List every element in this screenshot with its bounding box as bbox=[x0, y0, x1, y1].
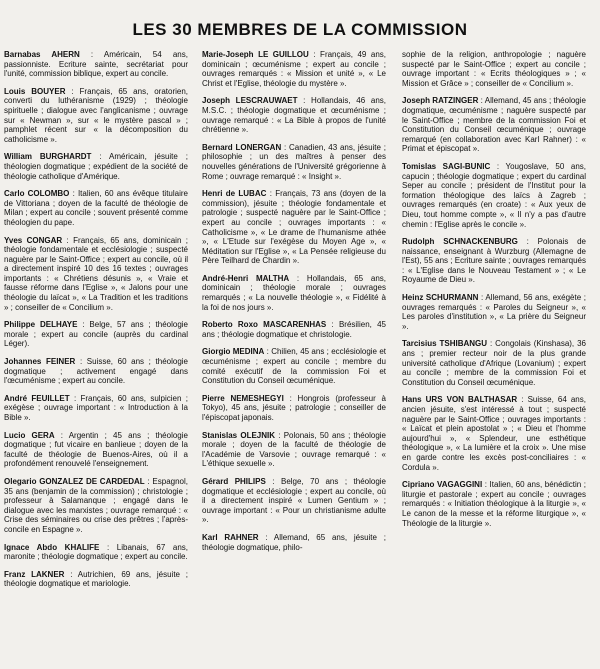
member-description: : Polonais, 50 ans ; théologie morale ; doyen de la faculté de théologie de l'Académie de Varsovie ; ouvrage remarqué : « L'éthique sexuelle ». bbox=[202, 430, 386, 469]
member-name: André FEUILLET bbox=[4, 393, 70, 403]
member-description: : Canadien, 43 ans, jésuite ; philosophie ; un des maîtres à penser des nouvelles générations de l'Université grégorienne à Rome ; ouvrage remarqué : « Insight ». bbox=[202, 142, 386, 181]
member-name: Louis BOUYER bbox=[4, 86, 66, 96]
member-description: : Argentin ; 45 ans ; théologie dogmatique ; fut vicaire en banlieue ; doyen de la faculté de théologie de Buenos-Aires, où il a profondément renouvelé l'enseignement. bbox=[4, 430, 188, 469]
member-description: : Espagnol, 35 ans (benjamin de la commission) ; christologie ; professeur à Salamanque ; engagé dans le dialogue avec les marxistes ; ouvrage remarqué : « Crise des séminaires ou crise des prêtres ; l'après-concile en Espagne ». bbox=[4, 476, 188, 534]
member-entry bbox=[402, 96, 586, 154]
member-description: : Allemand, 65 ans, jésuite ; théologie dogmatique, philo- bbox=[202, 532, 386, 552]
member-entry bbox=[4, 431, 188, 469]
member-description: : Autrichien, 69 ans, jésuite ; théologie dogmatique et mariologie. bbox=[4, 569, 189, 589]
member-name: Pierre NEMESHEGYI bbox=[202, 393, 284, 403]
member-entry bbox=[202, 394, 386, 423]
member-entry bbox=[402, 162, 586, 229]
member-description: : Français, 65 ans, dominicain ; théologie fondamentale et ecclésiologie ; suspecté naguère par le Saint-Office ; expert au concile, où il a directement inspiré 10 des 16 textes ; ouvrages importants : « Chrétiens désunis », « Vraie et fausse réforme dans l'Eglise », « Jalons pour une théologie du laïcat », « La Tradition et les traditions » ; conseiller de « Concilium ». bbox=[4, 235, 188, 312]
member-description: : Yougoslave, 50 ans, capucin ; théologie dogmatique ; expert du cardinal Seper au concile ; président de l'Institut pour la formation théologique des laïcs à Zagreb ; ouvrages remarqués (en croate) : « Aux yeux de Dieu, tout homme compte », « Il n'y a pas d'autre chemin : l'Eglise après le concile ». bbox=[402, 161, 586, 229]
member-name: Tomislas SAGI-BUNIC bbox=[402, 161, 491, 171]
member-entry bbox=[402, 237, 586, 285]
member-name: Philippe DELHAYE bbox=[4, 320, 78, 330]
member-entry bbox=[4, 87, 188, 145]
member-name: Henri de LUBAC bbox=[202, 189, 267, 199]
column-2 bbox=[202, 50, 386, 560]
continued-text: sophie de la religion, anthropologie ; naguère suspecté par le Saint-Office ; expert au concile ; ouvrage important : « Ecrits théologiques » ; « Mission et Grâce » ; conseiller de « Concilium ». bbox=[402, 50, 586, 88]
member-name: Joseph RATZINGER bbox=[402, 96, 479, 106]
member-name: Franz LAKNER bbox=[4, 569, 65, 579]
member-entry bbox=[4, 394, 188, 423]
member-description: : Italien, 60 ans, bénédictin ; liturgie et pastorale ; expert au concile ; ouvrages remarqués : « Initiation théologique à la liturgie », « Le canon de la messe et la réforme liturgique », « Théologie de la liturgie ». bbox=[402, 480, 587, 528]
member-name: Cipriano VAGAGGINI bbox=[402, 480, 483, 490]
member-description: : Allemand, 45 ans ; théologie dogmatique, œcuménisme ; naguère suspecté par le Saint-Office ; membre de la commission Foi et Constitution du Conseil œcuménique ; ouvrage remarqué (en collaboration avec Karl Rahner) : « Primat et épiscopat ». bbox=[402, 96, 586, 154]
member-entry bbox=[4, 357, 188, 386]
column-3 bbox=[402, 50, 586, 536]
member-entry bbox=[202, 50, 386, 88]
member-description: : Français, 73 ans (doyen de la commission), jésuite ; théologie fondamentale et patrologie ; suspecté naguère par le Saint-Office ; expert au concile ; ouvrages importants : « Catholicisme », « Le drame de l'humanisme athée », « L'Etude sur l'exégèse du Moyen Age », « Méditation sur l'Eglise », « La Pensée religieuse du Père Teilhard de Chardin ». bbox=[202, 189, 387, 266]
member-entry bbox=[202, 143, 386, 181]
member-description: : Suisse, 64 ans, ancien jésuite, s'est intéressé à tout ; suspecté naguère par le Saint-Office ; ouvrages importants : « Laïcat et plein apostolat » ; « Dieu et l'homme aujourd'hui », « Splendeur, une esthétique théologique », « La lumière et la croix ». Une mise en garde contre les excès post-conciliaires : « Cordula ». bbox=[402, 395, 586, 472]
member-description: : Français, 60 ans, sulpicien ; exégèse ; ouvrage important : « Introduction à la Bible ». bbox=[4, 393, 188, 422]
member-name: Karl RAHNER bbox=[202, 532, 259, 542]
member-name: Yves CONGAR bbox=[4, 235, 63, 245]
member-entry bbox=[402, 395, 586, 472]
member-entry bbox=[402, 339, 586, 387]
member-name: Carlo COLOMBO bbox=[4, 189, 70, 199]
member-entry bbox=[202, 477, 386, 525]
member-name: Giorgio MEDINA bbox=[202, 347, 265, 357]
member-name: Tarcisius TSHIBANGU bbox=[402, 339, 488, 349]
member-entry bbox=[202, 347, 386, 385]
member-entry bbox=[202, 320, 386, 339]
member-description: : Suisse, 60 ans ; théologie dogmatique ; activement engagé dans l'œcuménisme ; expert au concile. bbox=[4, 357, 188, 386]
member-description: : Français, 65 ans, oratorien, converti du luthéranisme (1929) ; théologie spirituelle ; dialogue avec l'anglicanisme ; ouvrage sur « Newman », sur « le mystère pascal » ; pamphlet récent sur « la décomposition du catholicisme ». bbox=[4, 86, 189, 144]
member-name: Ignace Abdo KHALIFE bbox=[4, 542, 100, 552]
member-name: Hans URS VON BALTHASAR bbox=[402, 395, 518, 405]
member-description: : Américain, 54 ans, passionniste. Ecriture sainte, secrétariat pour l'unité, commission biblique, expert au concile. bbox=[4, 50, 188, 79]
member-name: André-Henri MALTHA bbox=[202, 273, 290, 283]
member-entry bbox=[4, 152, 188, 181]
member-entry bbox=[202, 274, 386, 312]
member-name: Marie-Joseph LE GUILLOU bbox=[202, 50, 309, 59]
article-title: LES 30 MEMBRES DE LA COMMISSION bbox=[132, 20, 468, 39]
member-description: : Brésilien, 45 ans ; théologie dogmatique et christologie. bbox=[202, 320, 386, 339]
member-description: : Français, 49 ans, dominicain ; œcuménisme ; expert au concile ; ouvrages remarqués : « Mission et unité », « Le Christ et l'Eglise, théologie du mystère ». bbox=[202, 50, 386, 88]
member-name: Roberto Roxo MASCARENHAS bbox=[202, 320, 327, 330]
member-name: Joseph LESCRAUWAET bbox=[202, 96, 298, 106]
member-entry bbox=[4, 189, 188, 227]
member-entry bbox=[402, 293, 586, 331]
member-description: : Allemand, 56 ans, exégète ; ouvrages remarqués : « Paroles du Seigneur », « Les paroles d'institution », « La prière du Seigneur ». bbox=[402, 293, 586, 331]
member-description: : Belge, 70 ans ; théologie dogmatique et ecclésiologie ; expert au concile, où il a directement inspiré « Lumen Gentium » ; ouvrage important : « Pour un christianisme adulte ». bbox=[202, 476, 387, 525]
member-name: Bernard LONERGAN bbox=[202, 142, 282, 152]
member-name: Stanislas OLEJNIK bbox=[202, 430, 276, 440]
member-entry bbox=[4, 236, 188, 313]
member-name: Johannes FEINER bbox=[4, 357, 76, 367]
member-entry bbox=[202, 189, 386, 266]
member-name: Rudolph SCHNACKENBURG bbox=[402, 237, 518, 247]
member-name: William BURGHARDT bbox=[4, 152, 92, 162]
member-name: Barnabas AHERN bbox=[4, 50, 80, 59]
member-name: Gérard PHILIPS bbox=[202, 476, 266, 486]
member-description: : Libanais, 67 ans, maronite ; théologie dogmatique ; expert au concile. bbox=[4, 542, 189, 562]
member-description: : Hongrois (professeur à Tokyo), 45 ans, jésuite ; patrologie ; conseiller de l'épiscopat japonais. bbox=[202, 393, 386, 422]
member-entry bbox=[202, 96, 386, 134]
member-description: : Chilien, 45 ans ; ecclésiologie et œcuménisme ; expert au concile ; membre du comité exécutif de la commission Foi et Constitution du Conseil œcuménique. bbox=[202, 347, 386, 386]
member-entry bbox=[202, 431, 386, 469]
member-description: : Belge, 57 ans ; théologie morale ; expert au concile (auprès du cardinal Léger). bbox=[4, 320, 188, 349]
member-description: : Congolais (Kinshasa), 36 ans ; premier recteur noir de la plus grande université catholique d'Afrique (Lovanium) ; expert au concile ; membre de la commission Foi et Constitution du Conseil œcuménique. bbox=[402, 339, 587, 387]
member-name: Olegario GONZALEZ DE CARDEDAL bbox=[4, 476, 145, 486]
member-description: : Américain, jésuite ; théologien dogmatique ; expédient de la société de théologie catholique d'Amérique. bbox=[4, 152, 188, 181]
member-entry bbox=[202, 533, 386, 552]
member-entry bbox=[402, 480, 586, 528]
member-description: : Italien, 60 ans évêque titulaire de Vittoriana ; doyen de la faculté de théologie de Milan ; expert au concile ; souvent présenté comme théologien du pape. bbox=[4, 189, 188, 227]
member-entry bbox=[4, 50, 188, 79]
member-entry bbox=[4, 570, 188, 589]
column-1 bbox=[4, 50, 188, 597]
member-name: Heinz SCHURMANN bbox=[402, 293, 479, 303]
member-entry bbox=[4, 477, 188, 535]
member-description: : Hollandais, 46 ans, M.S.C. ; théologie dogmatique et œcuménisme ; ouvrage remarqué : « La Bible à propos de l'unité chrétienne ». bbox=[202, 96, 386, 135]
member-entry bbox=[4, 320, 188, 349]
member-description: : Hollandais, 65 ans, dominicain ; théologie morale ; ouvrages remarqués ; « La nouvelle théologie », « Fidélité à la foi de nos jours ». bbox=[202, 273, 386, 312]
member-name: Lucio GERA bbox=[4, 430, 55, 440]
member-entry bbox=[4, 543, 188, 562]
member-description: : Polonais de naissance, enseignant à Wurzburg (Allemagne de l'Est), 55 ans ; Ecriture sainte ; ouvrages remarqués : « L'Eglise dans le Nouveau Testament » ; « Le Royaume de Dieu ». bbox=[402, 237, 586, 285]
